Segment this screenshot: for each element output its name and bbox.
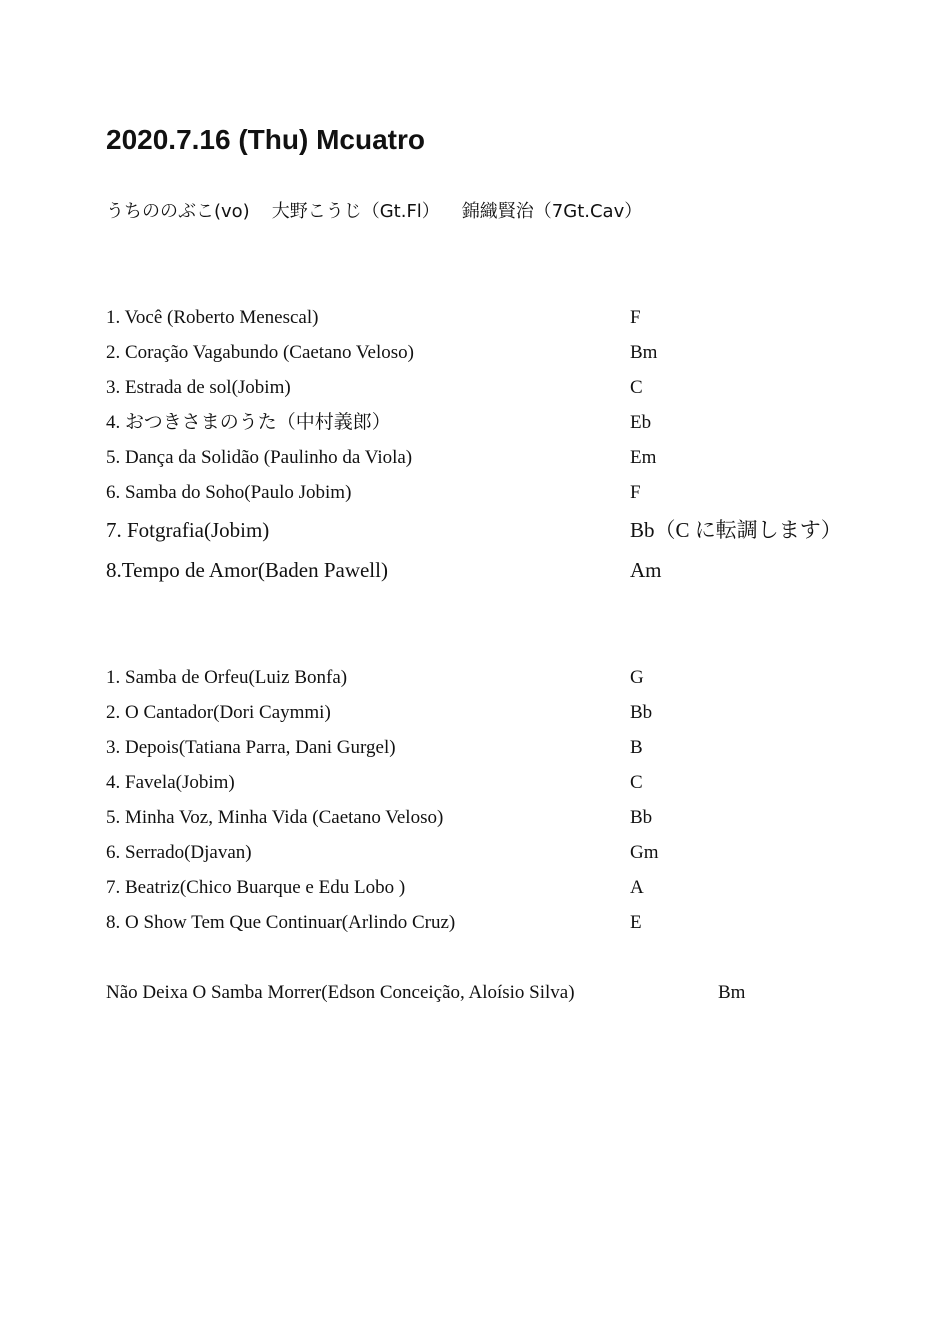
song-key: C [630, 377, 643, 398]
song-row [106, 695, 886, 730]
member-vocal: うちののぶこ(vo) [106, 201, 250, 222]
song-row [106, 300, 886, 335]
song-row [106, 730, 886, 765]
song-row [106, 660, 886, 695]
song-row [106, 835, 886, 870]
song-row [106, 905, 886, 940]
song-title: 8.Tempo de Amor(Baden Pawell) [106, 558, 388, 582]
song-key: E [630, 912, 642, 933]
song-title: 7. Fotgrafia(Jobim) [106, 518, 270, 542]
song-key: Bm [630, 342, 658, 363]
song-key: Bb [630, 702, 653, 723]
song-title: 7. Beatriz(Chico Buarque e Edu Lobo ) [106, 877, 406, 898]
song-row [106, 405, 886, 440]
song-key: C [630, 772, 643, 793]
song-title: 2. Coração Vagabundo (Caetano Veloso) [106, 342, 414, 363]
members-line [106, 198, 642, 226]
song-row [106, 510, 886, 550]
song-title: 4. おつきさまのうた（中村義郎） [106, 412, 391, 433]
song-key: F [630, 307, 641, 328]
song-title: 3. Estrada de sol(Jobim) [106, 377, 291, 398]
song-title: 2. O Cantador(Dori Caymmi) [106, 702, 331, 723]
song-title: 4. Favela(Jobim) [106, 772, 235, 793]
encore-key: Bm [718, 982, 746, 1003]
song-row [106, 475, 886, 510]
song-key: F [630, 482, 641, 503]
song-key: Eb [630, 412, 652, 433]
song-row [106, 335, 886, 370]
song-row [106, 765, 886, 800]
song-title: 5. Minha Voz, Minha Vida (Caetano Veloso) [106, 807, 444, 828]
song-key: Am [630, 558, 662, 582]
song-row [106, 870, 886, 905]
song-title: 6. Samba do Soho(Paulo Jobim) [106, 482, 352, 503]
song-title: 3. Depois(Tatiana Parra, Dani Gurgel) [106, 737, 396, 758]
song-row [106, 370, 886, 405]
song-title: 1. Você (Roberto Menescal) [106, 307, 319, 328]
set-list-1 [106, 300, 886, 590]
song-title: 1. Samba de Orfeu(Luiz Bonfa) [106, 667, 348, 688]
song-key: G [630, 667, 644, 688]
song-key: A [630, 877, 644, 898]
song-key: Bb [630, 807, 653, 828]
song-row [106, 800, 886, 835]
song-row [106, 550, 886, 590]
member-7string-cavaquinho: 錦織賢治（7Gt.Cav） [461, 201, 643, 222]
member-guitar-flute: 大野こうじ（Gt.Fl） [271, 201, 440, 222]
song-title: 6. Serrado(Djavan) [106, 842, 252, 863]
song-key: Em [630, 447, 657, 468]
song-title: 8. O Show Tem Que Continuar(Arlindo Cruz) [106, 912, 456, 933]
encore-title: Não Deixa O Samba Morrer(Edson Conceição, Aloísio Silva) [106, 982, 575, 1003]
song-key: Gm [630, 842, 659, 863]
encore-row [106, 975, 806, 1010]
song-row [106, 440, 886, 475]
page-title: 2020.7.16 (Thu) Mcuatro [106, 124, 425, 155]
set-list-2 [106, 660, 886, 940]
song-title: 5. Dança da Solidão (Paulinho da Viola) [106, 447, 413, 468]
song-key: Bb（C に転調します） [630, 518, 842, 542]
song-key: B [630, 737, 643, 758]
